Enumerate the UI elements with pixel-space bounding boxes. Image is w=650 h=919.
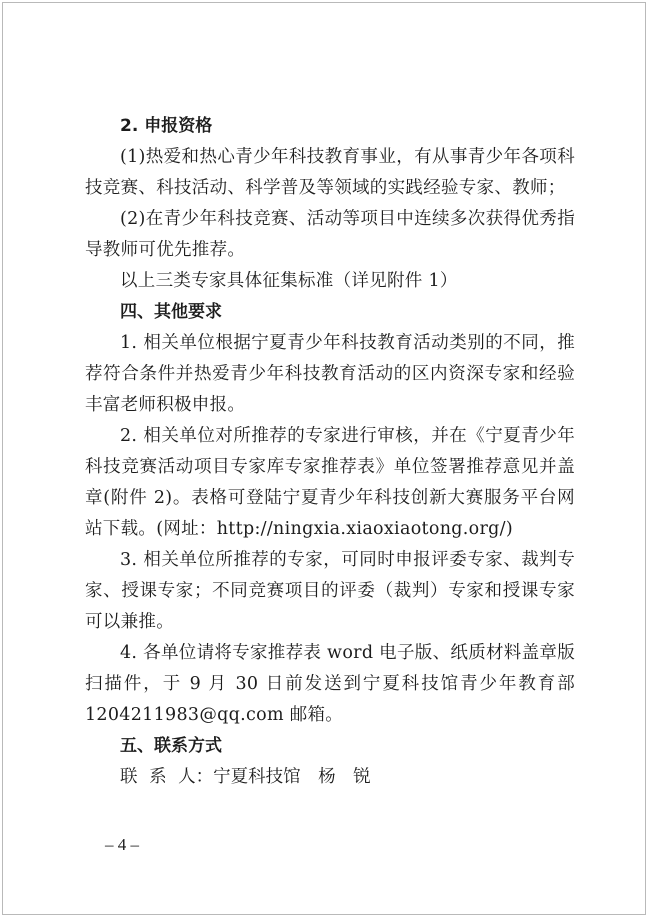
qualification-note: 以上三类专家具体征集标准（详见附件 1） <box>120 271 458 291</box>
qualification-item-1: (1)热爱和热心青少年科技教育事业，有从事青少年各项科技竞赛、科技活动、科学普及等领域的实践经验专家、教师； <box>85 147 575 198</box>
section-heading-contact: 五、联系方式 <box>120 736 222 756</box>
contact-person-line: 联 系 人：宁夏科技馆 杨 锐 <box>120 767 371 787</box>
requirement-item-3: 3. 相关单位所推荐的专家，可同时申报评委专家、裁判专家、授课专家；不同竞赛项目的评委（裁判）专家和授课专家可以兼推。 <box>85 550 575 632</box>
qualification-item-2: (2)在青少年科技竞赛、活动等项目中连续多次获得优秀指导教师可优先推荐。 <box>85 209 575 260</box>
requirement-item-4: 4. 各单位请将专家推荐表 word 电子版、纸质材料盖章版扫描件，于 9 月 30 日前发送到宁夏科技馆青少年教育部1204211983@qq.com 邮箱。 <box>85 643 575 725</box>
section-heading-other-requirements: 四、其他要求 <box>120 302 222 322</box>
requirement-item-1: 1. 相关单位根据宁夏青少年科技教育活动类别的不同，推荐符合条件并热爱青少年科技教育活动的区内资深专家和经验丰富老师积极申报。 <box>85 333 575 415</box>
requirement-item-2: 2. 相关单位对所推荐的专家进行审核，并在《宁夏青少年科技竞赛活动项目专家库专家推荐表》单位签署推荐意见并盖章(附件 2)。表格可登陆宁夏青少年科技创新大赛服务平台网站下载。(网址：http://ningxia.xiaoxiaotong.org/) <box>85 426 575 539</box>
page-number: – 4 – <box>105 835 139 854</box>
document-page <box>2 2 646 915</box>
document-body <box>85 111 575 793</box>
section-heading-qualification: 2. 申报资格 <box>120 116 213 136</box>
